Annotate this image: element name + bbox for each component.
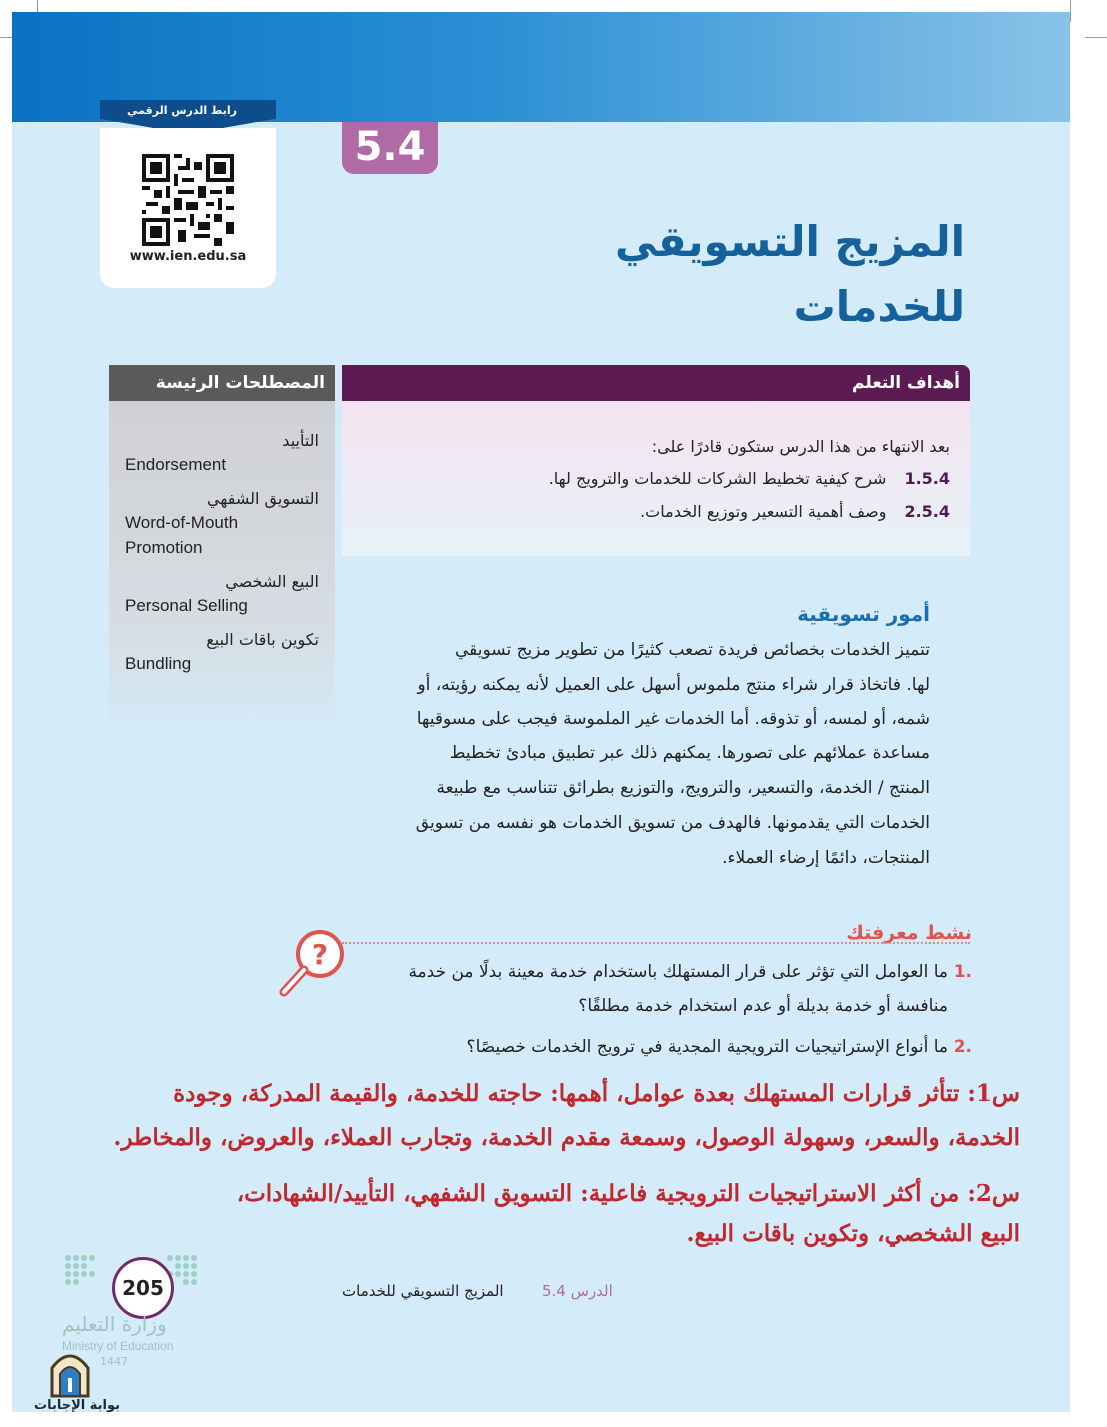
mosque-logo-icon (48, 1348, 92, 1398)
answer-line (237, 1180, 1020, 1207)
svg-text:?: ? (311, 938, 329, 971)
key-terms-box (109, 401, 335, 731)
answer-label: س2: (967, 1180, 1020, 1207)
paragraph-line: لها. فاتخاذ قرار شراء منتج ملموس أسهل على العميل لأنه يمكنه رؤيته، أو (417, 675, 930, 695)
paragraph-line: شمه، أو لمسه، أو تذوقه. أما الخدمات غير الملموسة فيجب على مسوقيها (416, 709, 930, 729)
qr-code-icon[interactable] (142, 154, 234, 246)
activity-title: نشط معرفتك (846, 922, 972, 944)
learning-goal-text: شرح كيفية تخطيط الشركات للخدمات والترويج لها. (548, 469, 887, 488)
lesson-title-line2: للخدمات (793, 282, 965, 331)
footer-lesson-label: الدرس 5.4 (542, 1282, 613, 1300)
term-arabic: التأييد (282, 431, 319, 450)
paragraph-line: الخدمات التي يقدمونها. فالهدف من تسويق الخدمات هو نفسه من تسويق (415, 813, 930, 833)
key-terms-heading: المصطلحات الرئيسة (155, 373, 325, 393)
page-number: 205 (112, 1257, 174, 1319)
lesson-number-badge: 5.4 (342, 122, 438, 174)
term-english: Promotion (125, 538, 203, 557)
learning-goal-item (549, 469, 950, 488)
answer-label: س1: (967, 1080, 1020, 1107)
paragraph-line: تتميز الخدمات بخصائص فريدة تصعب كثيرًا من تطوير مزيج تسويقي (455, 640, 930, 660)
answer-text: من أكثر الاستراتيجيات الترويجية فاعلية: التسويق الشفهي، التأييد/الشهادات، (236, 1180, 960, 1207)
paragraph-line: مساعدة عملائهم على تصورها. يمكنهم ذلك عبر تطبيق مبادئ تخطيط (449, 743, 930, 763)
learning-goals-intro: بعد الانتهاء من هذا الدرس ستكون قادرًا على: (651, 437, 950, 456)
question-number: .1 (953, 962, 972, 982)
learning-goal-item (640, 502, 950, 521)
footer-lesson-title: المزيج التسويقي للخدمات (342, 1282, 504, 1300)
term-english: Endorsement (125, 455, 227, 474)
watermark-text: بوابة الإجابات (34, 1398, 120, 1412)
ministry-name-arabic: وزارة التعليم (62, 1312, 167, 1336)
term-arabic: التسويق الشفهي (207, 489, 319, 508)
crop-mark (1070, 0, 1071, 22)
term-english: Bundling (125, 654, 192, 673)
ministry-name-english: Ministry of Education (62, 1339, 174, 1353)
key-terms-header (109, 365, 335, 401)
learning-goals-box (342, 401, 970, 556)
answer-line (173, 1080, 1020, 1107)
learning-goal-number: 2.5.4 (904, 502, 950, 521)
magnifier-question-icon (274, 924, 354, 1004)
learning-goal-text: وصف أهمية التسعير وتوزيع الخدمات. (640, 502, 887, 521)
paragraph-line: المنتجات، دائمًا إرضاء العملاء. (722, 848, 930, 868)
term-arabic: تكوين باقات البيع (206, 630, 319, 649)
qr-label: رابط الدرس الرقمي (127, 104, 237, 117)
section-title: أمور تسويقية (797, 602, 930, 626)
qr-url[interactable]: www.ien.edu.sa (129, 249, 247, 264)
answer-text: تتأثر قرارات المستهلك بعدة عوامل، أهمها: حاجته للخدمة، والقيمة المدركة، وجودة (173, 1080, 960, 1107)
dotted-divider (342, 942, 970, 944)
answer-text: الخدمة، والسعر، وسهولة الوصول، وسمعة مقدم الخدمة، وتجارب العملاء، والعروض، والمخاطر. (113, 1124, 1020, 1151)
answer-text: البيع الشخصي، وتكوين باقات البيع. (686, 1220, 1020, 1247)
paragraph-line: المنتج / الخدمة، والتسعير، والترويج، والتوزيع بطرائق تتناسب مع طبيعة (436, 778, 930, 798)
ministry-year: 1447 (100, 1355, 128, 1368)
question-text: منافسة أو خدمة بديلة أو عدم استخدام خدمة مطلقًا؟ (578, 996, 948, 1016)
learning-goals-header (342, 365, 970, 401)
term-english: Personal Selling (125, 596, 248, 615)
learning-goal-number: 1.5.4 (904, 469, 950, 488)
question-text: ما العوامل التي تؤثر على قرار المستهلك باستخدام خدمة معينة بدلًا من خدمة (408, 962, 948, 982)
learning-goals-heading: أهداف التعلم (852, 373, 960, 393)
term-arabic: البيع الشخصي (225, 572, 319, 591)
textbook-page (12, 12, 1070, 1412)
term-english: Word-of-Mouth (125, 513, 239, 532)
crop-mark (1085, 37, 1107, 38)
question-number: .2 (953, 1037, 972, 1057)
lesson-title-line1: المزيج التسويقي (615, 217, 965, 266)
question-text: ما أنواع الإستراتيجيات الترويجية المجدية في ترويج الخدمات خصيصًا؟ (466, 1037, 948, 1057)
